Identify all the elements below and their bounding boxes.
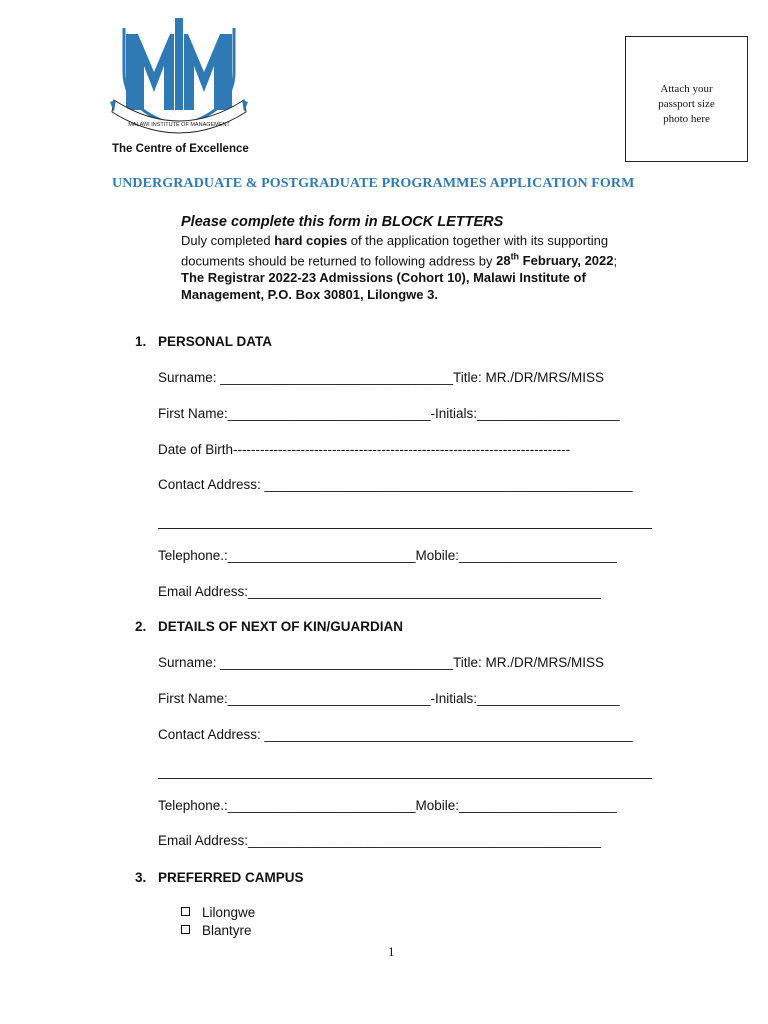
page-number: 1 [388, 944, 395, 959]
section-preferred-campus: 3. PREFERRED CAMPUS [135, 870, 304, 885]
checkbox-icon[interactable] [181, 907, 190, 916]
telephone-field[interactable]: Telephone.:_________________________Mobile:_____________________ [158, 548, 617, 563]
photo-instruction-line: photo here [663, 113, 710, 125]
instructions [181, 214, 651, 303]
instructions-body: Duly completed hard copies of the application together with its supporting documents should be returned to following address by 28th February, 2022; The Registrar 2022-23 Admissions (Cohort 10), Malawi Institute of Management, P.O. Box 30801, Lilongwe 3. [181, 232, 651, 303]
kin-surname-field[interactable]: Surname: _______________________________Title: MR./DR/MRS/MISS [158, 655, 605, 670]
instructions-heading: Please complete this form in BLOCK LETTERS [181, 214, 504, 230]
campus-option-blantyre[interactable]: Blantyre [181, 923, 252, 938]
kin-email-field[interactable]: Email Address:_______________________________________________ [158, 833, 601, 848]
section-next-of-kin: 2. DETAILS OF NEXT OF KIN/GUARDIAN [135, 619, 403, 634]
form-title: UNDERGRADUATE & POSTGRADUATE PROGRAMMES APPLICATION FORM [112, 176, 635, 191]
campus-option-lilongwe[interactable]: Lilongwe [181, 905, 255, 920]
kin-telephone-field[interactable]: Telephone.:_________________________Mobile:_____________________ [158, 798, 617, 813]
mim-logo [108, 14, 250, 142]
checkbox-icon[interactable] [181, 925, 190, 934]
photo-instruction-line: passport size [658, 98, 715, 110]
passport-photo-box[interactable] [625, 36, 748, 162]
contact-address-line[interactable] [158, 528, 652, 529]
svg-text:MALAWI INSTITUTE OF MANAGEMENT: MALAWI INSTITUTE OF MANAGEMENT [128, 122, 230, 128]
contact-address-field[interactable]: Contact Address: _________________________________________________ [158, 477, 633, 492]
kin-first-name-field[interactable]: First Name:___________________________-Initials:___________________ [158, 691, 620, 706]
tagline: The Centre of Excellence [112, 143, 249, 155]
section-personal-data: 1. PERSONAL DATA [135, 334, 273, 349]
photo-instruction-line: Attach your [660, 83, 713, 95]
first-name-field[interactable]: First Name:___________________________-Initials:___________________ [158, 406, 620, 421]
email-field[interactable]: Email Address:_______________________________________________ [158, 584, 601, 599]
dob-field[interactable]: Date of Birth--------------------------------------------------------------------------- [158, 442, 571, 457]
registrar-address: The Registrar 2022-23 Admissions (Cohort 10), Malawi Institute of Management, P.O. Box 30801, Lilongwe 3. [181, 270, 586, 303]
kin-contact-address-field[interactable]: Contact Address: _________________________________________________ [158, 727, 633, 742]
surname-field[interactable]: Surname: _______________________________Title: MR./DR/MRS/MISS [158, 370, 605, 385]
kin-contact-address-line[interactable] [158, 778, 652, 779]
